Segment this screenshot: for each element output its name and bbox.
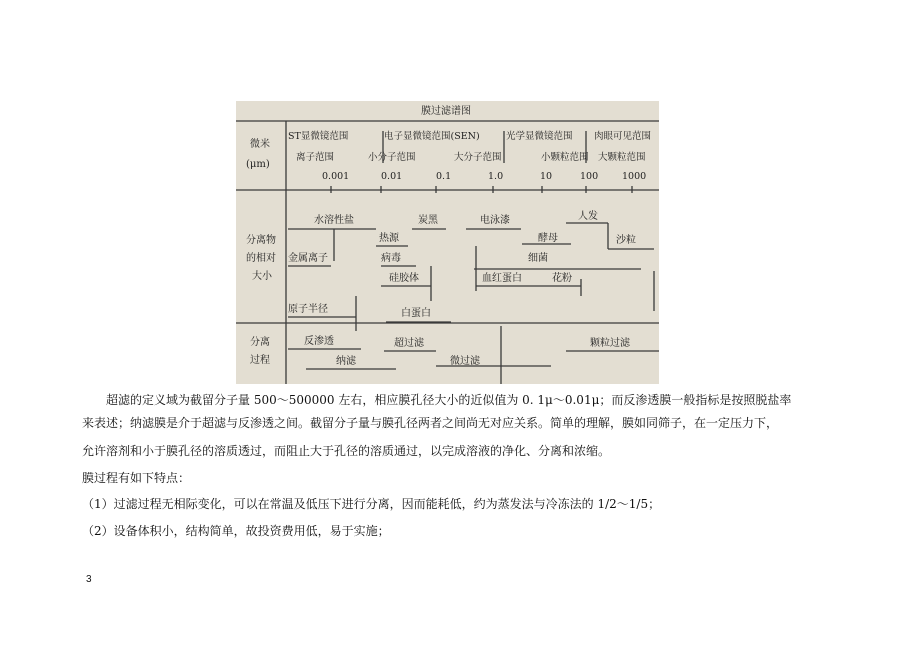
substance-label: 热源: [379, 233, 399, 244]
substance-label: 炭黑: [418, 215, 438, 226]
scale-tick-label: 1.0: [488, 171, 504, 182]
scale-tick-label: 100: [580, 171, 599, 182]
process-label: 微过滤: [450, 356, 480, 367]
row-label: 的相对: [246, 253, 276, 264]
scale-tick-label: 1000: [622, 171, 647, 182]
substance-label: 花粉: [552, 273, 572, 284]
separation-label: 分离: [250, 337, 270, 348]
process-label: 颗粒过滤: [590, 338, 630, 349]
paragraph-line: 允许溶剂和小于膜孔径的溶质透过，而阻止大于孔径的溶质通过，以完成溶液的净化、分离和浓缩。: [82, 444, 611, 458]
row-label: 分离物: [246, 235, 276, 246]
size-range-large-particle: 大颗粒范围: [598, 152, 646, 163]
process-label: 纳滤: [336, 356, 356, 367]
substance-label: 沙粒: [616, 235, 636, 246]
substance-label: 水溶性盐: [314, 215, 354, 226]
size-range-small-molecule: 小分子范围: [368, 152, 416, 163]
substance-label: 电泳漆: [480, 215, 510, 226]
membrane-filtration-spectrum-figure: [236, 101, 659, 384]
substance-label: 血红蛋白: [482, 273, 522, 284]
substance-label: 原子半径: [288, 304, 328, 315]
size-range-small-particle: 小颗粒范围: [541, 152, 589, 163]
microscope-range-st: ST显微镜范围: [288, 131, 349, 142]
substance-label: 人发: [578, 211, 598, 222]
process-label: 超过滤: [394, 338, 424, 349]
scale-tick-label: 10: [540, 171, 553, 182]
scale-tick-label: 0.01: [381, 171, 403, 182]
paragraph-line: 膜过程有如下特点：: [82, 471, 191, 485]
row-label: 大小: [252, 271, 272, 282]
microscope-range-optical: 光学显微镜范围: [506, 131, 573, 142]
microscope-range-electron: 电子显微镜范围(SEN): [384, 131, 480, 142]
substance-label: 细菌: [528, 253, 548, 264]
paragraph-line: 超滤的定义域为截留分子量 500～500000 左右，相应膜孔径大小的近似值为 0. 1μ～0.01μ；而反渗透膜一般指标是按照脱盐率: [106, 393, 792, 407]
unit-symbol: (μm): [246, 159, 270, 170]
list-item: （2）设备体积小，结构简单，故投资费用低，易于实施；: [82, 524, 390, 538]
substance-label: 金属离子: [288, 253, 328, 264]
size-range-ion: 离子范围: [296, 152, 335, 163]
unit-label: 微米: [250, 139, 270, 150]
substance-label: 硅胶体: [389, 273, 419, 284]
substance-label: 白蛋白: [401, 308, 431, 319]
substance-label: 酵母: [538, 233, 558, 244]
size-range-macromolecule: 大分子范围: [454, 152, 502, 163]
paragraph-line: 来表述；纳滤膜是介于超滤与反渗透之间。截留分子量与膜孔径两者之间尚无对应关系。简单的理解，膜如同筛子，在一定压力下，: [82, 416, 779, 430]
page-number: 3: [86, 574, 92, 585]
scale-tick-label: 0.1: [436, 171, 452, 182]
separation-label: 过程: [250, 355, 270, 366]
figure-title: 膜过滤谱图: [421, 106, 471, 117]
substance-label: 病毒: [381, 253, 401, 264]
list-item: （1）过滤过程无相际变化，可以在常温及低压下进行分离，因而能耗低，约为蒸发法与冷冻法的 1/2～1/5；: [82, 497, 661, 511]
microscope-range-naked-eye: 肉眼可见范围: [594, 131, 652, 142]
scale-tick-label: 0.001: [322, 171, 350, 182]
process-label: 反渗透: [304, 336, 334, 347]
